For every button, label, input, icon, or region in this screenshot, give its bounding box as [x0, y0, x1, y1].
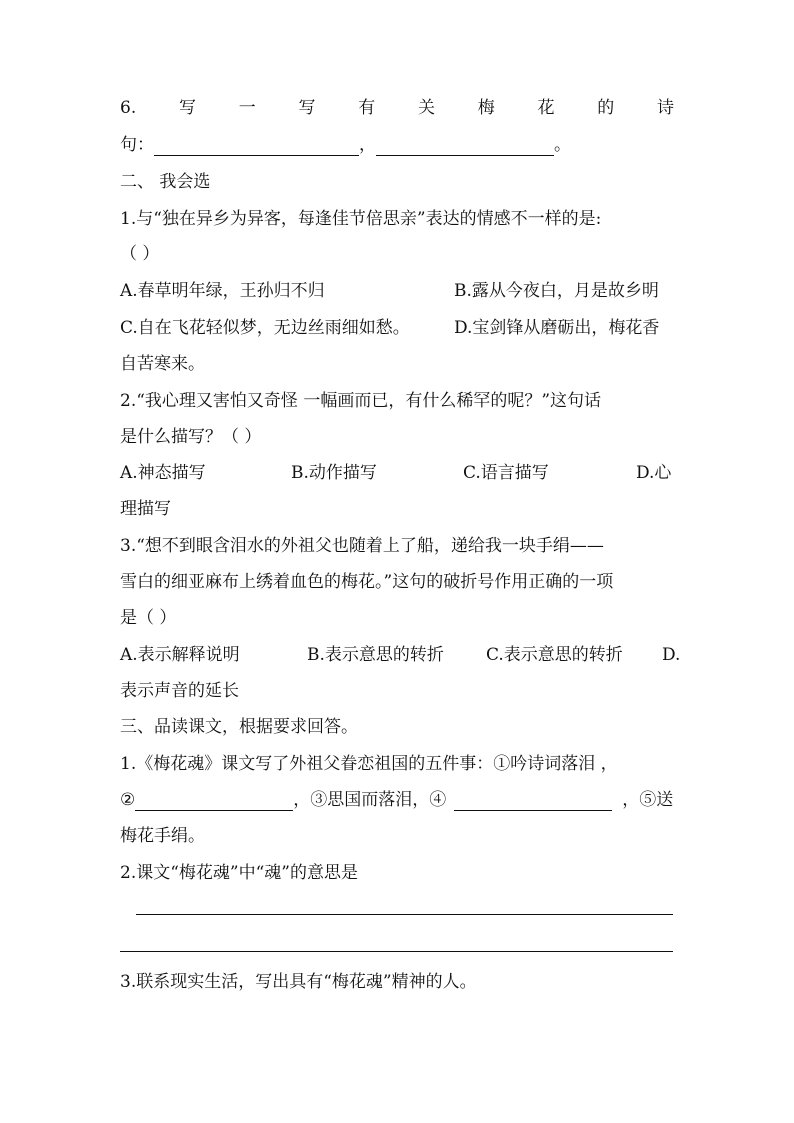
s2-q3-stem-cont: 雪白的细亚麻布上绣着血色的梅花。”这句的破折号作用正确的一项 — [120, 572, 614, 592]
s3-q2-answer-line-2[interactable] — [120, 951, 673, 952]
s2-q3-option-d[interactable]: D. — [662, 645, 681, 665]
s2-q1-answer-paren[interactable]: （ ） — [120, 244, 160, 264]
circled-two: ② — [120, 790, 136, 810]
s2-q3-option-b[interactable]: B.表示意思的转折 — [307, 645, 444, 665]
s2-q1-option-a[interactable]: A.春草明年绿，王孙归不归 — [120, 281, 325, 301]
q6-word: 的 — [597, 98, 615, 118]
q6-answer-blank-1[interactable] — [154, 137, 359, 156]
q6-comma: ， — [359, 135, 376, 155]
s3-q2-answer-line-1[interactable] — [136, 914, 673, 915]
q6-line2 — [120, 134, 674, 156]
s2-q3-stem-end[interactable]: 是（ ） — [120, 608, 177, 628]
s2-q3-option-a[interactable]: A.表示解释说明 — [120, 645, 240, 665]
q6-prefix: 句： — [120, 135, 154, 155]
s2-q1-option-c[interactable]: C.自在飞花轻似梦，无边丝雨细如愁。 — [120, 318, 410, 338]
q6-word: 诗 — [656, 98, 674, 118]
q6-word: 花 — [537, 98, 555, 118]
section2-heading: 二、 我会选 — [120, 172, 211, 192]
s2-q3-option-d-cont: 表示声音的延长 — [120, 681, 239, 701]
s3-q1-line3: 梅花手绢。 — [120, 826, 205, 846]
q6-word: 一 — [238, 98, 256, 118]
q6-word: 写 — [178, 98, 196, 118]
s3-q1-blank-4[interactable] — [454, 792, 612, 811]
q6-answer-blank-2[interactable] — [376, 137, 554, 156]
s2-q3-option-c[interactable]: C.表示意思的转折 — [486, 645, 623, 665]
s2-q2-stem-cont: 是什么描写？（ ） — [120, 427, 262, 447]
section3-heading: 三、品读课文，根据要求回答。 — [120, 717, 358, 737]
s2-q2-option-b[interactable]: B.动作描写 — [291, 463, 377, 483]
s2-q1-option-d[interactable]: D.宝剑锋从磨砺出，梅花香 — [454, 318, 660, 338]
q6-word: 有 — [358, 98, 376, 118]
s2-q3-stem: 3.“想不到眼含泪水的外祖父也随着上了船，递给我一块手绢—— — [120, 536, 604, 556]
q6-word: 6. — [120, 98, 137, 118]
q6-line1 — [120, 97, 674, 119]
s2-q2-option-c[interactable]: C.语言描写 — [463, 463, 549, 483]
s2-q1-stem: 1.与“独在异乡为异客，每逢佳节倍思亲”表达的情感不一样的是: — [120, 209, 602, 229]
q6-word: 关 — [417, 98, 435, 118]
s3-q1-line1: 1.《梅花魂》课文写了外祖父眷恋祖国的五件事：①吟诗词落泪 ， — [120, 754, 618, 774]
q6-period: 。 — [554, 135, 571, 155]
q6-word: 写 — [298, 98, 316, 118]
s3-q1-blank-2[interactable] — [135, 792, 293, 811]
s2-q1-option-b[interactable]: B.露从今夜白，月是故乡明 — [454, 281, 659, 301]
s2-q2-stem: 2.“我心理又害怕又奇怪 一幅画而已，有什么稀罕的呢？”这句话 — [120, 391, 602, 411]
s2-q2-option-a[interactable]: A.神态描写 — [120, 463, 206, 483]
s3-q3-text: 3.联系现实生活，写出具有“梅花魂”精神的人。 — [120, 972, 477, 992]
q6-word: 梅 — [477, 98, 495, 118]
s3-q2-text: 2.课文“梅花魂”中“魂”的意思是 — [120, 863, 358, 883]
s3-q1-end: ，⑤送 — [622, 790, 674, 810]
s3-q1-line2 — [120, 789, 674, 811]
s2-q2-option-d[interactable]: D.心 — [636, 463, 672, 483]
s2-q2-option-d-cont: 理描写 — [120, 499, 171, 519]
s3-q1-mid: ，③思国而落泪，④ — [293, 790, 447, 810]
s2-q1-option-d-cont: 自苦寒来。 — [120, 354, 205, 374]
